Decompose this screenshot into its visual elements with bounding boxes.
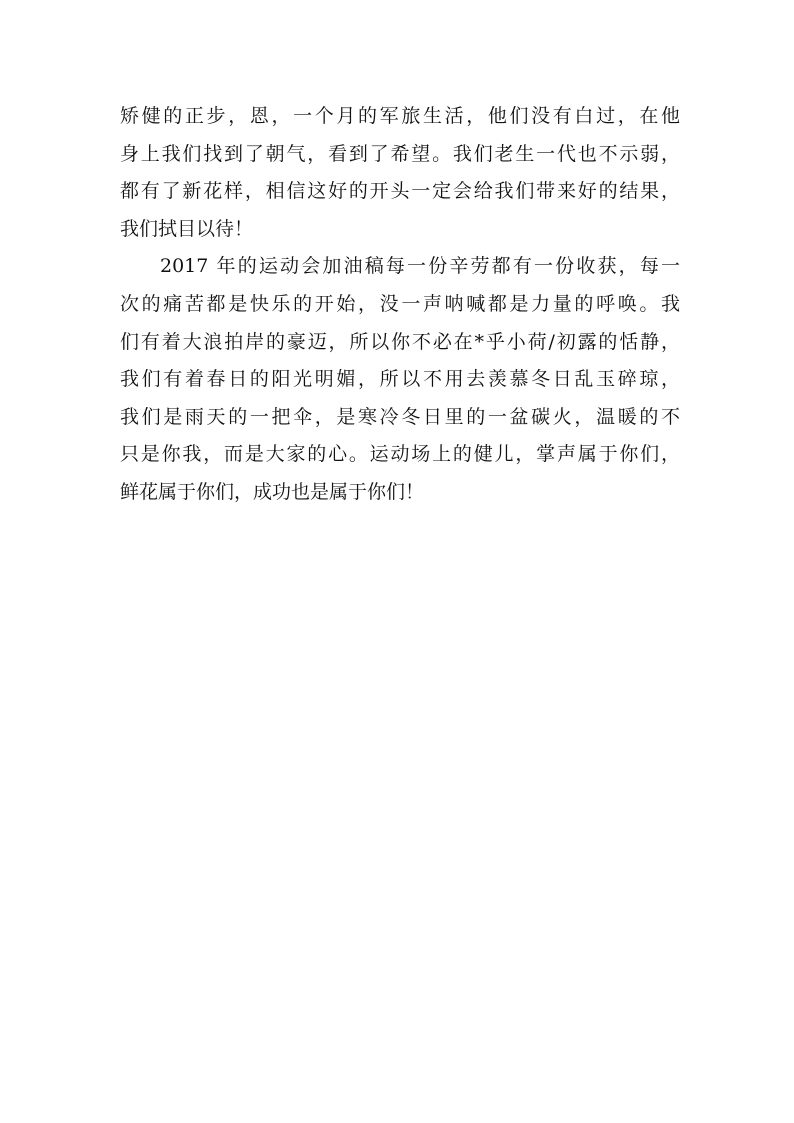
text-line: 我们拭目以待！ bbox=[120, 217, 254, 240]
text-line: 都有了新花样，相信这好的开头一定会给我们带来好的结果， bbox=[120, 180, 680, 203]
text-line: 身上我们找到了朝气，看到了希望。我们老生一代也不示弱， bbox=[120, 142, 680, 165]
document-body bbox=[120, 98, 680, 512]
text-line: 鲜花属于你们，成功也是属于你们！ bbox=[120, 480, 425, 503]
text-line: 我们有着春日的阳光明媚，所以不用去羡慕冬日乱玉碎琼， bbox=[120, 368, 680, 391]
text-line: 矫健的正步，恩，一个月的军旅生活，他们没有白过，在他 bbox=[120, 105, 680, 127]
text-line: 我们是雨天的一把伞，是寒冷冬日里的一盆碳火，温暖的不 bbox=[120, 405, 680, 428]
text-line: 2017 年的运动会加油稿每一份辛劳都有一份收获，每一 bbox=[160, 255, 680, 278]
text-line: 们有着大浪拍岸的豪迈，所以你不必在*乎小荷/初露的恬静， bbox=[120, 330, 680, 353]
text-line: 只是你我，而是大家的心。运动场上的健儿，掌声属于你们， bbox=[120, 443, 680, 466]
text-line: 次的痛苦都是快乐的开始，没一声呐喊都是力量的呼唤。我 bbox=[120, 292, 680, 315]
